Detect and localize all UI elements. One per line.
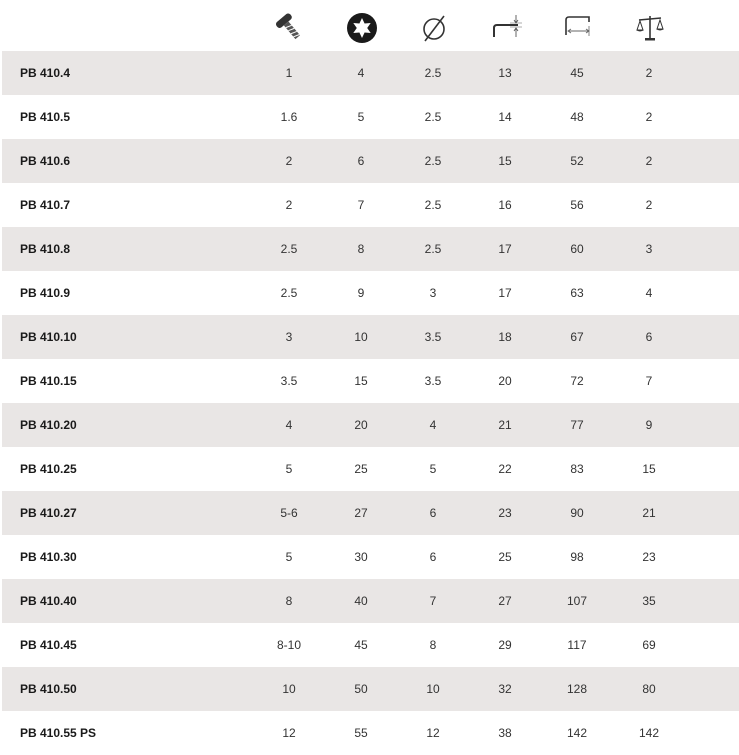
table-row (2, 271, 739, 315)
long-leg-value: 67 (570, 330, 584, 344)
weight-value: 4 (645, 286, 653, 300)
diameter-value: 5 (429, 462, 437, 476)
long-leg-value: 142 (566, 726, 588, 740)
weight-value: 2 (645, 154, 653, 168)
screw-size-value: 1 (285, 66, 293, 80)
short-leg-value: 25 (498, 550, 512, 564)
screw-size-value: 3.5 (280, 374, 298, 388)
table-row (2, 139, 739, 183)
product-code: PB 410.10 (20, 330, 77, 344)
long-leg-value: 90 (570, 506, 584, 520)
torx-size-value: 6 (357, 154, 365, 168)
product-code: PB 410.5 (20, 110, 71, 124)
weight-value: 2 (645, 110, 653, 124)
table-row (2, 667, 739, 711)
long-leg-value: 98 (570, 550, 584, 564)
short-leg-length-icon (486, 10, 526, 46)
weight-scale-icon (630, 10, 670, 46)
diameter-value: 7 (429, 594, 437, 608)
screw-size-value: 4 (285, 418, 293, 432)
table-row (2, 183, 739, 227)
table-row (2, 579, 739, 623)
diameter-value: 6 (429, 550, 437, 564)
torx-size-value: 7 (357, 198, 365, 212)
product-code: PB 410.30 (20, 550, 77, 564)
weight-value: 9 (645, 418, 653, 432)
weight-value: 142 (638, 726, 660, 740)
short-leg-value: 14 (498, 110, 512, 124)
table-row (2, 51, 739, 95)
weight-value: 69 (642, 638, 656, 652)
torx-size-value: 20 (354, 418, 368, 432)
screw-size-value: 5 (285, 462, 293, 476)
weight-value: 21 (642, 506, 656, 520)
product-code: PB 410.45 (20, 638, 77, 652)
long-leg-length-icon (558, 10, 598, 46)
long-leg-value: 117 (567, 638, 587, 652)
screw-size-value: 12 (282, 726, 296, 740)
table-row (2, 359, 739, 403)
long-leg-value: 63 (570, 286, 584, 300)
diameter-value: 3 (429, 286, 437, 300)
short-leg-value: 17 (498, 242, 512, 256)
weight-value: 3 (645, 242, 653, 256)
product-code: PB 410.55 PS (20, 726, 97, 740)
product-code: PB 410.6 (20, 154, 71, 168)
diameter-value: 2.5 (424, 66, 442, 80)
screw-size-value: 2.5 (280, 242, 298, 256)
torx-size-value: 8 (357, 242, 365, 256)
torx-size-value: 40 (354, 594, 368, 608)
short-leg-value: 17 (498, 286, 512, 300)
weight-value: 15 (642, 462, 656, 476)
screw-size-value: 8-10 (276, 638, 302, 652)
diameter-value: 10 (426, 682, 440, 696)
weight-value: 23 (642, 550, 656, 564)
diameter-value: 4 (429, 418, 437, 432)
torx-size-value: 9 (357, 286, 365, 300)
diameter-value: 2.5 (424, 242, 442, 256)
product-code: PB 410.8 (20, 242, 71, 256)
diameter-value: 12 (426, 726, 440, 740)
torx-star-icon (342, 10, 382, 46)
diameter-value: 2.5 (424, 110, 442, 124)
table-row (2, 315, 739, 359)
screw-size-value: 2 (285, 154, 293, 168)
short-leg-value: 38 (498, 726, 512, 740)
torx-size-value: 10 (354, 330, 368, 344)
weight-value: 2 (645, 66, 653, 80)
torx-size-value: 5 (357, 110, 365, 124)
short-leg-value: 23 (498, 506, 512, 520)
short-leg-value: 27 (498, 594, 512, 608)
table-row (2, 535, 739, 579)
torx-size-value: 4 (357, 66, 365, 80)
diameter-value: 2.5 (424, 198, 442, 212)
table-header (0, 0, 739, 52)
short-leg-value: 20 (498, 374, 512, 388)
product-code: PB 410.9 (20, 286, 71, 300)
torx-size-value: 27 (354, 506, 368, 520)
torx-size-value: 15 (354, 374, 368, 388)
screw-size-value: 10 (282, 682, 296, 696)
short-leg-value: 16 (498, 198, 512, 212)
product-code: PB 410.27 (20, 506, 77, 520)
weight-value: 2 (645, 198, 653, 212)
torx-size-value: 25 (354, 462, 368, 476)
long-leg-value: 83 (570, 462, 584, 476)
screw-size-value: 5 (285, 550, 293, 564)
short-leg-value: 32 (498, 682, 512, 696)
weight-value: 7 (645, 374, 653, 388)
long-leg-value: 56 (570, 198, 584, 212)
long-leg-value: 45 (570, 66, 584, 80)
short-leg-value: 22 (498, 462, 512, 476)
long-leg-value: 52 (570, 154, 584, 168)
table-row (2, 623, 739, 667)
long-leg-value: 77 (570, 418, 584, 432)
torx-size-value: 55 (354, 726, 368, 740)
table-row (2, 447, 739, 491)
table-row (2, 403, 739, 447)
diameter-value: 3.5 (424, 330, 442, 344)
product-code: PB 410.50 (20, 682, 77, 696)
table-row (2, 95, 739, 139)
product-code: PB 410.15 (20, 374, 77, 388)
product-code: PB 410.40 (20, 594, 77, 608)
screw-size-value: 2.5 (280, 286, 298, 300)
torx-size-value: 30 (354, 550, 368, 564)
diameter-value: 8 (429, 638, 437, 652)
table-row (2, 711, 739, 755)
long-leg-value: 128 (566, 682, 588, 696)
diameter-value: 2.5 (424, 154, 442, 168)
table-row (2, 227, 739, 271)
screw-size-value: 2 (285, 198, 293, 212)
diameter-value: 3.5 (424, 374, 442, 388)
long-leg-value: 48 (570, 110, 584, 124)
product-code: PB 410.25 (20, 462, 77, 476)
screw-size-value: 5-6 (280, 506, 298, 520)
short-leg-value: 13 (498, 66, 512, 80)
weight-value: 35 (642, 594, 656, 608)
torx-size-value: 50 (354, 682, 368, 696)
product-code: PB 410.20 (20, 418, 77, 432)
screw-size-value: 3 (285, 330, 293, 344)
weight-value: 80 (642, 682, 656, 696)
long-leg-value: 107 (566, 594, 588, 608)
diameter-value: 6 (429, 506, 437, 520)
short-leg-value: 15 (498, 154, 512, 168)
short-leg-value: 18 (498, 330, 512, 344)
screw-size-value: 8 (285, 594, 293, 608)
torx-size-value: 45 (354, 638, 368, 652)
diameter-icon (414, 10, 454, 46)
long-leg-value: 72 (570, 374, 584, 388)
short-leg-value: 29 (498, 638, 512, 652)
weight-value: 6 (645, 330, 653, 344)
screw-size-value: 1.6 (280, 110, 298, 124)
table-row (2, 491, 739, 535)
long-leg-value: 60 (570, 242, 584, 256)
short-leg-value: 21 (498, 418, 512, 432)
screw-size-icon (270, 10, 310, 46)
product-code: PB 410.4 (20, 66, 71, 80)
product-code: PB 410.7 (20, 198, 71, 212)
